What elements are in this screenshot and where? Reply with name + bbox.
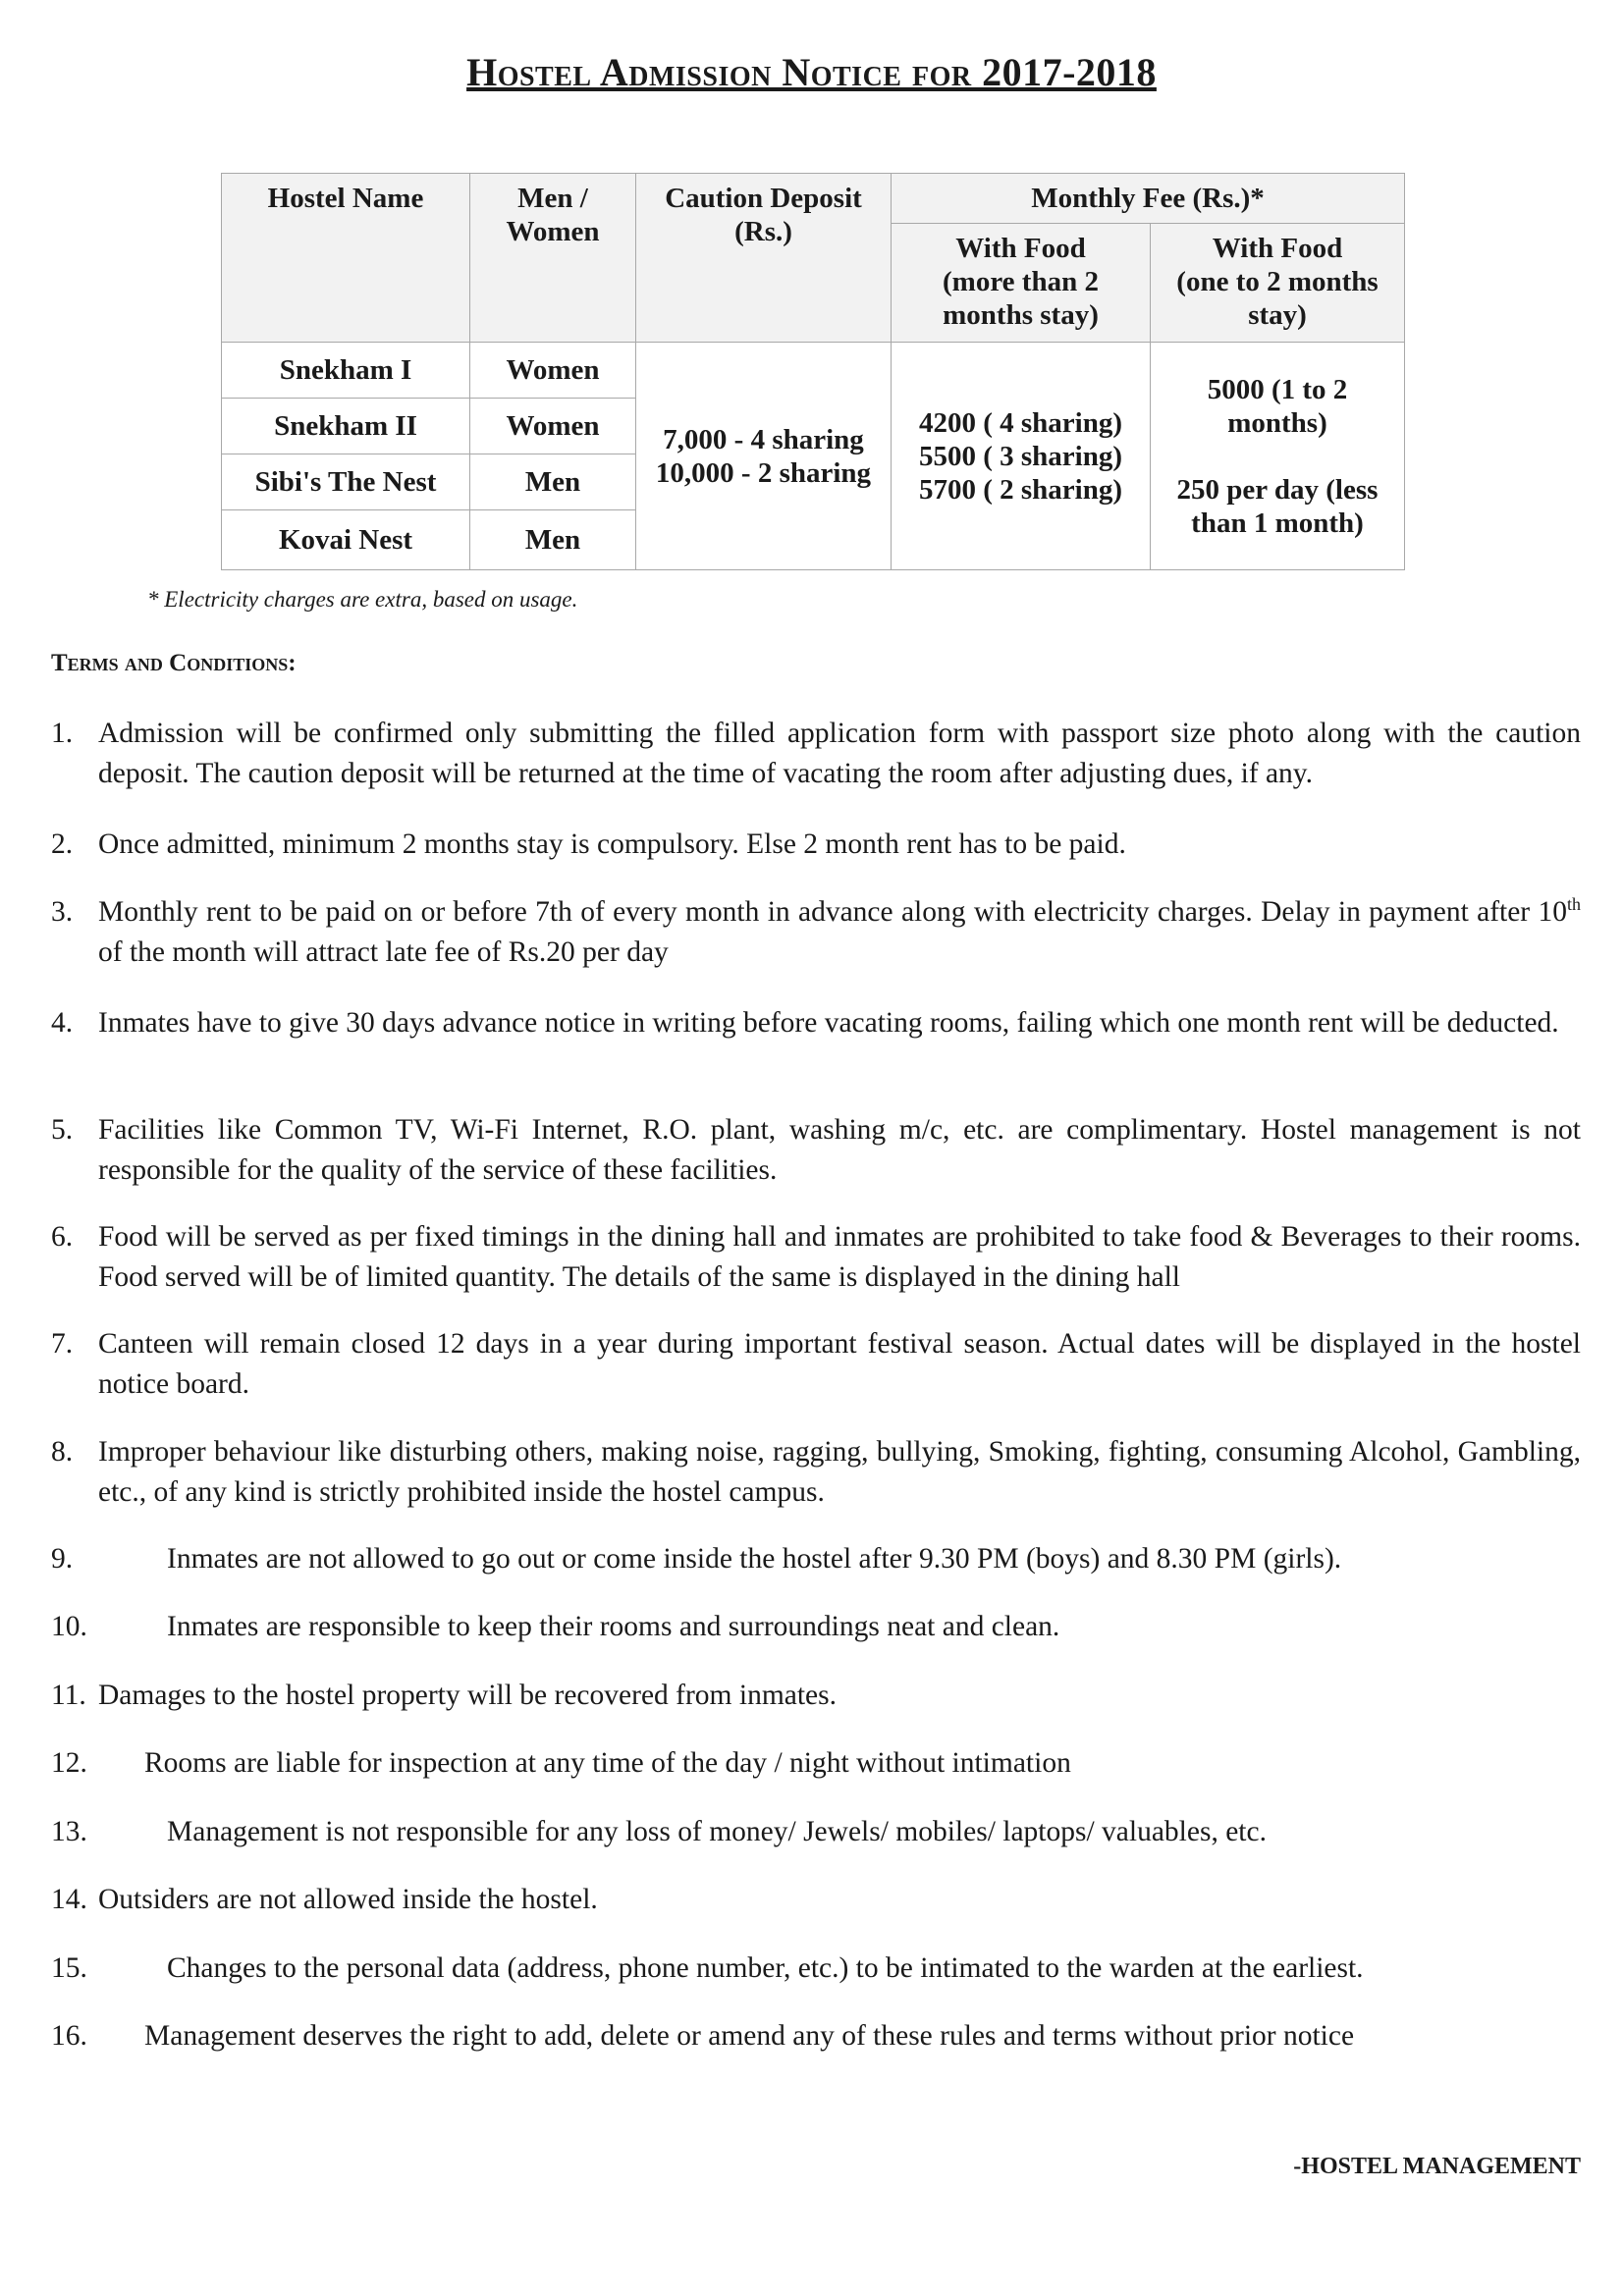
fee-table [221,173,1405,570]
term-number: 16. [51,2020,87,2052]
term-item [51,1607,1581,1647]
signoff: -HOSTEL MANAGEMENT [1293,2154,1581,2179]
term-number: 3. [51,896,74,928]
term-text [51,892,1581,973]
term-number: 11. [51,1680,86,1711]
hostel-name-cell: Kovai Nest [222,510,470,570]
term-item [51,1432,1581,1513]
term-item [51,1003,1581,1043]
term-text: Inmates are responsible to keep their rooms and surroundings neat and clean. [167,1611,1060,1642]
term-number: 6. [51,1221,74,1253]
gender-cell: Men [470,454,636,510]
term-text: Changes to the personal data (address, phone number, etc.) to be intimated to the warden at the earliest. [167,1952,1364,1984]
term-item [51,1676,1581,1716]
term-text-part: Monthly rent to be paid on or before 7th of every month in advance along with electricity charges. Delay in payment after 10 [98,896,1567,928]
gender-cell: Men [470,510,636,570]
fee-short-stay-cell: 5000 (1 to 2 months) 250 per day (less than 1 month) [1151,343,1405,570]
term-text: Damages to the hostel property will be recovered from inmates. [98,1680,838,1711]
term-number: 9. [51,1543,74,1575]
term-item [51,1539,1581,1579]
term-item [51,1743,1581,1784]
term-text: Food will be served as per fixed timings in the dining hall and inmates are prohibited to take food & Beverages to their rooms. Food served will be of limited quantity. The details of the same is displayed in the dining hall [98,1221,1581,1293]
term-item [51,825,1581,865]
gender-cell: Women [470,343,636,399]
term-text: Once admitted, minimum 2 months stay is compulsory. Else 2 month rent has to be paid. [98,828,1126,860]
term-superscript: th [1566,894,1581,915]
term-number: 5. [51,1114,74,1146]
header-fee-long-stay: With Food (more than 2 months stay) [892,224,1151,343]
term-text: Facilities like Common TV, Wi-Fi Internet, R.O. plant, washing m/c, etc. are complimentary. Hostel management is not responsible for the quality of the service of these facilities. [98,1114,1581,1186]
terms-heading: Terms and Conditions: [51,650,297,676]
term-text: Management deserves the right to add, delete or amend any of these rules and terms without prior notice [144,2020,1355,2052]
term-number: 4. [51,1007,74,1039]
header-gender: Men / Women [470,174,636,343]
term-number: 15. [51,1952,87,1984]
term-number: 10. [51,1611,87,1642]
term-text: Management is not responsible for any loss of money/ Jewels/ mobiles/ laptops/ valuables, etc. [167,1816,1267,1847]
term-number: 1. [51,718,74,749]
term-text: Inmates have to give 30 days advance notice in writing before vacating rooms, failing which one month rent will be deducted. [98,1007,1559,1039]
term-text: Rooms are liable for inspection at any time of the day / night without intimation [144,1747,1071,1779]
term-item [51,892,1581,973]
term-number: 12. [51,1747,87,1779]
caution-deposit-cell: 7,000 - 4 sharing 10,000 - 2 sharing [636,343,892,570]
term-number: 13. [51,1816,87,1847]
term-item [51,1880,1581,1920]
term-item [51,714,1581,794]
page-title: Hostel Admission Notice for 2017-2018 [466,50,1157,94]
term-item [51,1949,1581,1989]
term-text: Outsiders are not allowed inside the hostel. [98,1884,598,1915]
term-number: 2. [51,828,74,860]
term-text: Inmates are not allowed to go out or come inside the hostel after 9.30 PM (boys) and 8.30 PM (girls). [167,1543,1342,1575]
header-fee-short-stay: With Food (one to 2 months stay) [1151,224,1405,343]
hostel-name-cell: Snekham I [222,343,470,399]
term-item [51,1110,1581,1191]
term-item [51,1812,1581,1852]
header-monthly-fee: Monthly Fee (Rs.)* [892,174,1405,224]
term-item [51,1324,1581,1405]
fee-long-stay-cell: 4200 ( 4 sharing) 5500 ( 3 sharing) 5700 ( 2 sharing) [892,343,1151,570]
header-caution-deposit: Caution Deposit (Rs.) [636,174,892,343]
header-hostel-name: Hostel Name [222,174,470,343]
term-number: 14. [51,1884,87,1915]
electricity-footnote: * Electricity charges are extra, based on usage. [147,587,578,612]
hostel-name-cell: Snekham II [222,399,470,454]
term-text: Improper behaviour like disturbing others, making noise, ragging, bullying, Smoking, fighting, consuming Alcohol, Gambling, etc., of any kind is strictly prohibited inside the hostel campus. [98,1436,1581,1508]
term-item [51,2016,1581,2056]
term-text-part: of the month will attract late fee of Rs.20 per day [98,936,669,968]
term-item [51,1217,1581,1298]
term-number: 7. [51,1328,74,1360]
gender-cell: Women [470,399,636,454]
hostel-name-cell: Sibi's The Nest [222,454,470,510]
table-header-row [222,174,1405,224]
term-text: Canteen will remain closed 12 days in a year during important festival season. Actual dates will be displayed in the hostel notice board. [98,1328,1581,1400]
table-row [222,343,1405,399]
term-text: Admission will be confirmed only submitting the filled application form with passport size photo along with the caution deposit. The caution deposit will be returned at the time of vacating the room after adjusting dues, if any. [98,718,1581,789]
term-number: 8. [51,1436,74,1468]
